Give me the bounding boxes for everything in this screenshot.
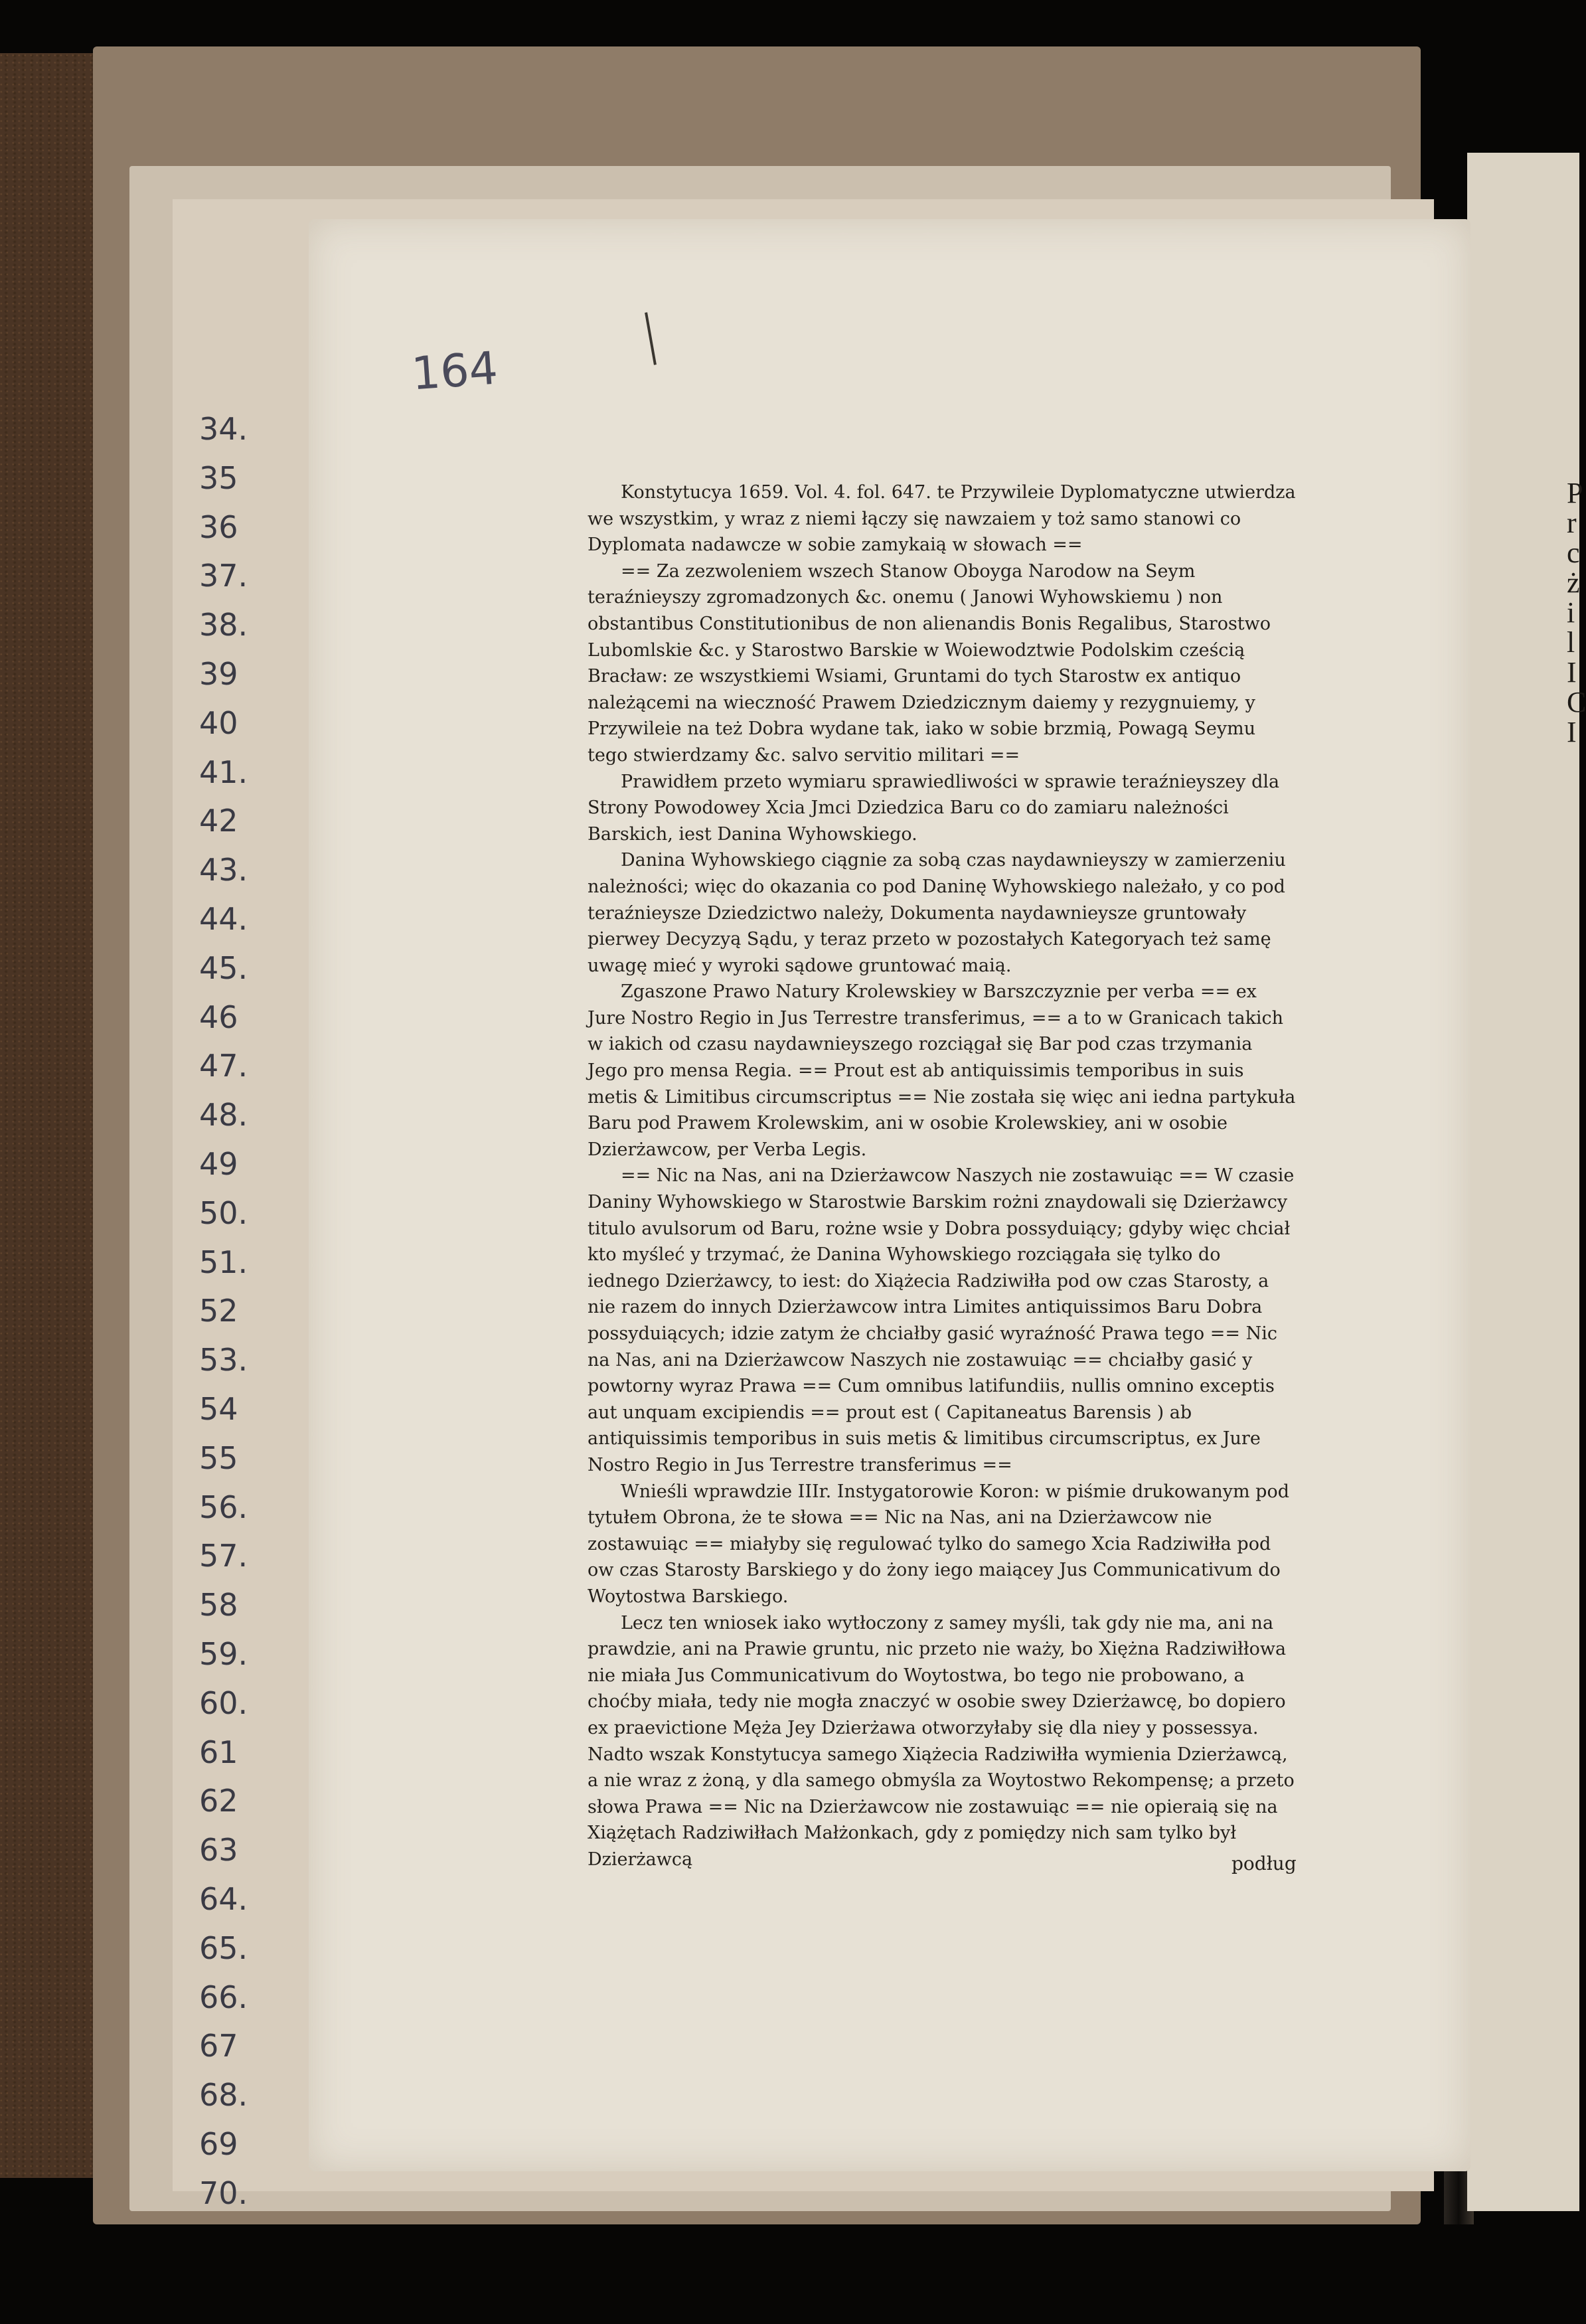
margin-number: 64. bbox=[199, 1880, 248, 1917]
paragraph-2: == Za zezwoleniem wszech Stanow Oboyga Narodow na Seym teraźnieyszy zgromadzonych &c. onemu ( Janowi Wyhowskiemu ) non obstantibus Constitutionibus de non alienandis Bonis Regalibus, Starostwo Lubomlskie &c. y Starostwo Barskie w Woiewodztwie Podolskim cześcią Bracław: ze wszystkiemi Wsiami, Gruntami do tych Starostw ex antiquo należącemi na wieczność Prawem Dziedzicznym daiemy y rezygnuiemy, y Przywileie na też Dobra wydane tak, iako w sobie brzmią, Powagą Seymu tego stwierdzamy &c. salvo servitio militari == bbox=[588, 560, 1271, 766]
margin-number: 51. bbox=[199, 1244, 248, 1280]
margin-number: 56. bbox=[199, 1489, 248, 1525]
margin-number: 63 bbox=[199, 1832, 238, 1868]
paragraph-3: Prawidłem przeto wymiaru sprawiedliwości w sprawie teraźnieyszey dla Strony Powodowey Xcia Jmci Dziedzica Baru co do zamiaru należności Barskich, iest Danina Wyhowskiego. bbox=[588, 771, 1280, 845]
paragraph-6: == Nic na Nas, ani na Dzierżawcow Naszych nie zostawuiąc == W czasie Daniny Wyhowskiego w Starostwie Barskim rożni znaydowali się Dzierżawcy titulo avulsorum od Baru, rożne wsie y Dobra possyduiący; gdyby więc chciał kto myśleć y trzymać, że Danina Wyhowskiego rozciągała się tylko do iednego Dzierżawcy, to iest: do Xiążecia Radziwiłła pod ow czas Starosty, a nie razem do innych Dzierżawcow intra Limites antiquissimos Baru Dobra possyduiących; idzie zatym że chciałby gasić wyraźność Prawa tego == Nic na Nas, ani na Dzierżawcow Naszych nie zostawuiąc == chciałby gasić y powtorny wyraz Prawa == Cum omnibus latifundiis, nullis omnino exceptis aut unquam excipiendis == prout est ( Capitaneatus Barensis ) ab antiquissimis temporibus in suis metis & limitibus circumscriptus, ex Jure Nostro Regio in Jus Terrestre transferimus == bbox=[588, 1165, 1295, 1475]
margin-number: 48. bbox=[199, 1097, 248, 1133]
page-body-text bbox=[588, 479, 1297, 1872]
margin-number: 41. bbox=[199, 754, 248, 790]
pencil-page-number: 164 bbox=[410, 342, 500, 401]
margin-number: 66. bbox=[199, 1979, 248, 2015]
margin-number: 55 bbox=[199, 1440, 238, 1476]
catchword: podług bbox=[1231, 1853, 1297, 1874]
margin-number: 38. bbox=[199, 607, 248, 643]
margin-number: 50. bbox=[199, 1195, 248, 1231]
margin-number: 62 bbox=[199, 1783, 238, 1819]
margin-number: 49 bbox=[199, 1145, 238, 1182]
margin-number: 44. bbox=[199, 900, 248, 937]
margin-number: 37. bbox=[199, 558, 248, 594]
margin-number: 34. bbox=[199, 411, 248, 447]
margin-number: 40 bbox=[199, 705, 238, 741]
margin-number: 36 bbox=[199, 509, 238, 545]
margin-number: 61 bbox=[199, 1734, 238, 1770]
paragraph-8: Lecz ten wniosek iako wytłoczony z samey myśli, tak gdy nie ma, ani na prawdzie, ani na Prawie gruntu, nic przeto nie waży, bo Xiężna Radziwiłłowa nie miała Jus Communicativum do Woytostwa, bo tego nie probowano, a choćby miała, tedy nie mogła znaczyć w osobie swey Dzierżawcę, bo dopiero ex praevictione Męża Jey Dzierżawa otworzyłaby się dla niey y possessya. Nadto wszak Konstytucya samego Xiążecia Radziwiłła wymienia Dzierżawcą, a nie wraz z żoną, y dla samego obmyśla za Woytostwo Rekompensę; a przeto słowa Prawa == Nic na Dzierżawcow nie zostawuiąc == nie opieraią się na Xiążętach Radziwiłłach Małżonkach, gdy z pomiędzy nich sam tylko był Dzierżawcą bbox=[588, 1612, 1295, 1870]
margin-number: 65. bbox=[199, 1930, 248, 1966]
facing-page-edge-text: P r c ż i l I C I bbox=[1567, 477, 1586, 748]
paragraph-1: Konstytucya 1659. Vol. 4. fol. 647. te Przywileie Dyplomatyczne utwierdza we wszystkim, y wraz z niemi łączy się nawzaiem y toż samo stanowi co Dyplomata nadawcze w sobie zamykaią w słowach == bbox=[588, 482, 1296, 556]
margin-number: 53. bbox=[199, 1342, 248, 1378]
margin-number: 43. bbox=[199, 852, 248, 888]
margin-number: 42 bbox=[199, 803, 238, 839]
margin-number: 39 bbox=[199, 655, 238, 692]
margin-number: 47. bbox=[199, 1048, 248, 1084]
facing-page bbox=[1467, 153, 1586, 2211]
margin-number: 45. bbox=[199, 950, 248, 986]
margin-number: 70. bbox=[199, 2175, 248, 2211]
margin-number: 60. bbox=[199, 1685, 248, 1721]
paragraph-5: Zgaszone Prawo Natury Krolewskiey w Barszczyznie per verba == ex Jure Nostro Regio in Jus Terrestre transferimus, == a to w Granicach takich w iakich od czasu naydawnieyszego rozciągał się Bar pod czas trzymania Jego pro mensa Regia. == Prout est ab antiquissimis temporibus in suis metis & Limitibus circumscriptus == Nie została się więc ani iedna partykuła Baru pod Prawem Krolewskim, ani w osobie Krolewskiey, ani w osobie Dzierżawcow, per Verba Legis. bbox=[588, 981, 1296, 1160]
margin-number: 54 bbox=[199, 1390, 238, 1427]
paragraph-4: Danina Wyhowskiego ciągnie za sobą czas naydawnieyszy w zamierzeniu należności; więc do okazania co pod Daninę Wyhowskiego należało, y co pod teraźnieysze Dziedzictwo należy, Dokumenta naydawnieysze gruntowały pierwey Decyzyą Sądu, y teraz przeto w pozostałych Kategoryach też samę uwagę mieć y wyroki sądowe gruntować maią. bbox=[588, 850, 1286, 976]
margin-number: 59. bbox=[199, 1635, 248, 1672]
margin-number: 58 bbox=[199, 1587, 238, 1623]
margin-number: 68. bbox=[199, 2077, 248, 2114]
margin-number: 52 bbox=[199, 1293, 238, 1329]
margin-folio-numbers bbox=[199, 405, 285, 2218]
margin-number: 35 bbox=[199, 459, 238, 496]
paragraph-7: Wnieśli wprawdzie IIIr. Instygatorowie Koron: w piśmie drukowanym pod tytułem Obrona, że te słowa == Nic na Nas, ani na Dzierżawcow nie zostawuiąc == miałyby się regulować tylko do samego Xcia Radziwiłła pod ow czas Starosty Barskiego y do żony iego maiącey Jus Communicativum do Woytostwa Barskiego. bbox=[588, 1481, 1290, 1607]
margin-number: 69 bbox=[199, 2125, 238, 2162]
margin-number: 57. bbox=[199, 1538, 248, 1574]
margin-number: 46 bbox=[199, 999, 238, 1035]
margin-number: 67 bbox=[199, 2028, 238, 2064]
